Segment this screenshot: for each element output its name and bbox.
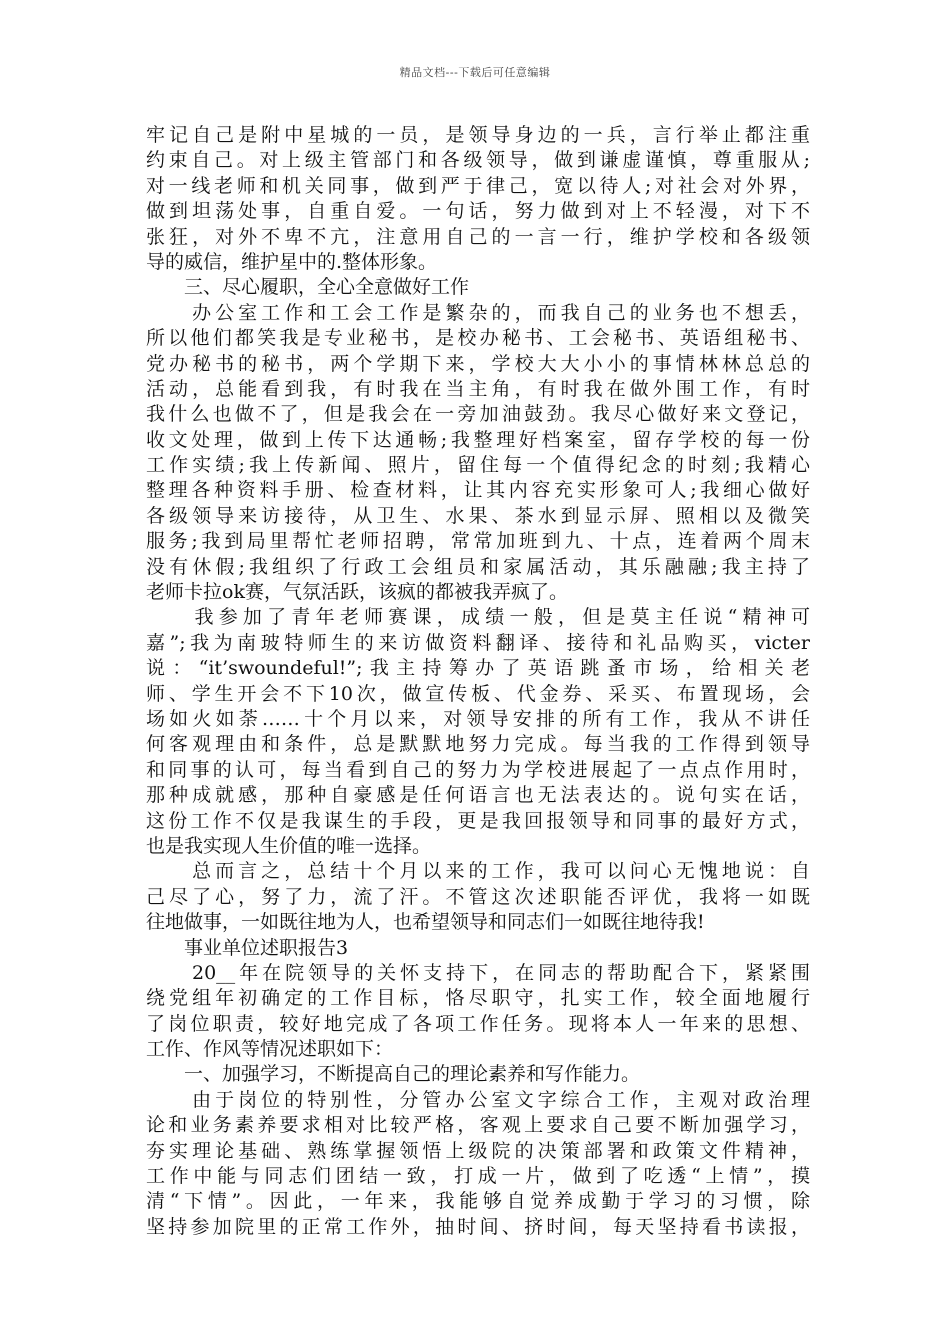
text-line: 往地做事，一如既往地为人，也希望领导和同志们一如既往地待我! [146, 911, 705, 934]
text-line: 各级领导来访接待，从卫生、水果、茶水到显示屏、照相以及微笑 [146, 504, 810, 527]
page-header: 精品文档---下载后可任意编辑 [399, 66, 551, 79]
text-line: 党办秘书的秘书，两个学期下来，学校大大小小的事情林林总总的 [146, 352, 810, 375]
text-line: 这份工作不仅是我谋生的手段，更是我回报领导和同事的最好方式， [146, 809, 810, 832]
text-line: 清“下情”。因此，一年来，我能够自觉养成勤于学习的习惯，除 [146, 1190, 810, 1213]
text-line: 坚持参加院里的正常工作外，抽时间、挤时间，每天坚持看书读报， [146, 1215, 810, 1238]
text-line: 老师卡拉ok赛，气氛活跃，该疯的都被我弄疯了。 [146, 581, 568, 604]
text-line: 做到坦荡处事，自重自爱。一句话，努力做到对上不轻漫，对下不 [146, 200, 810, 223]
text-line: 约束自己。对上级主管部门和各级领导，做到谦虚谨慎，尊重服从; [146, 149, 810, 172]
text-line: 导的威信，维护星中的.整体形象。 [146, 250, 438, 273]
text-line: 没有休假;我组织了行政工会组员和家属活动，其乐融融;我主持了 [146, 555, 810, 578]
section-heading: 事业单位述职报告3 [146, 936, 349, 959]
section-heading: 三、尽心履职，全心全意做好工作 [146, 276, 470, 299]
text-line: 夯实理论基础、熟练掌握领悟上级院的决策部署和政策文件精神， [146, 1139, 810, 1162]
text-line: 20__年在院领导的关怀支持下，在同志的帮助配合下，紧紧围 [146, 961, 810, 984]
document-body [146, 123, 810, 1240]
text-line: 总而言之，总结十个月以来的工作，我可以问心无愧地说：自 [146, 860, 810, 883]
text-line: 服务;我到局里帮忙老师招聘，常常加班到九、十点，连着两个周末 [146, 530, 810, 553]
text-line: 师、学生开会不下10次，做宣传板、代金券、采买、布置现场，会 [146, 682, 810, 705]
text-line: 论和业务素养要求相对比较严格，客观上要求自己要不断加强学习， [146, 1114, 810, 1137]
text-line: 和同事的认可，每当看到自己的努力为学校进展起了一点点作用时， [146, 758, 810, 781]
text-line: 活动，总能看到我，有时我在当主角，有时我在做外围工作，有时 [146, 377, 810, 400]
text-line: 何客观理由和条件，总是默默地努力完成。每当我的工作得到领导 [146, 733, 810, 756]
text-line: 我什么也做不了，但是我会在一旁加油鼓劲。我尽心做好来文登记， [146, 403, 810, 426]
text-line: 收文处理，做到上传下达通畅;我整理好档案室，留存学校的每一份 [146, 428, 810, 451]
text-line: 我参加了青年老师赛课，成绩一般，但是莫主任说“精神可 [146, 606, 810, 629]
text-line: 场如火如荼……十个月以来，对领导安排的所有工作，我从不讲任 [146, 707, 810, 730]
text-line: 绕党组年初确定的工作目标，恪尽职守，扎实工作，较全面地履行 [146, 987, 810, 1010]
text-line: 由于岗位的特别性，分管办公室文字综合工作，主观对政治理 [146, 1088, 810, 1111]
text-line: 了岗位职责，较好地完成了各项工作任务。现将本人一年来的思想、 [146, 1012, 810, 1035]
text-line: 也是我实现人生价值的唯一选择。 [146, 834, 432, 857]
text-line: 张狂，对外不卑不亢，注意用自己的一言一行，维护学校和各级领 [146, 225, 810, 248]
text-line: 己尽了心，努了力，流了汗。不管这次述职能否评优，我将一如既 [146, 885, 810, 908]
text-line: 整理各种资料手册、检查材料，让其内容充实形象可人;我细心做好 [146, 479, 810, 502]
text-line: 工作中能与同志们团结一致，打成一片，做到了吃透“上情”，摸 [146, 1165, 810, 1188]
text-line: 说：“it’swoundeful!”;我主持筹办了英语跳蚤市场，给相关老 [146, 657, 810, 680]
text-line: 办公室工作和工会工作是繁杂的，而我自己的业务也不想丢， [146, 301, 810, 324]
text-line: 工作、作风等情况述职如下： [146, 1038, 394, 1061]
text-line: 那种成就感，那种自豪感是任何语言也无法表达的。说句实在话， [146, 784, 810, 807]
text-line: 所以他们都笑我是专业秘书，是校办秘书、工会秘书、英语组秘书、 [146, 327, 810, 350]
section-heading: 一、加强学习，不断提高自己的理论素养和写作能力。 [146, 1063, 641, 1086]
text-line: 嘉”;我为南玻特师生的来访做资料翻译、接待和礼品购买，victer [146, 631, 810, 654]
text-line: 牢记自己是附中星城的一员，是领导身边的一兵，言行举止都注重 [146, 124, 810, 146]
text-line: 对一线老师和机关同事，做到严于律己，宽以待人;对社会对外界， [146, 174, 810, 197]
text-line: 工作实绩;我上传新闻、照片，留住每一个值得纪念的时刻;我精心 [146, 454, 810, 477]
